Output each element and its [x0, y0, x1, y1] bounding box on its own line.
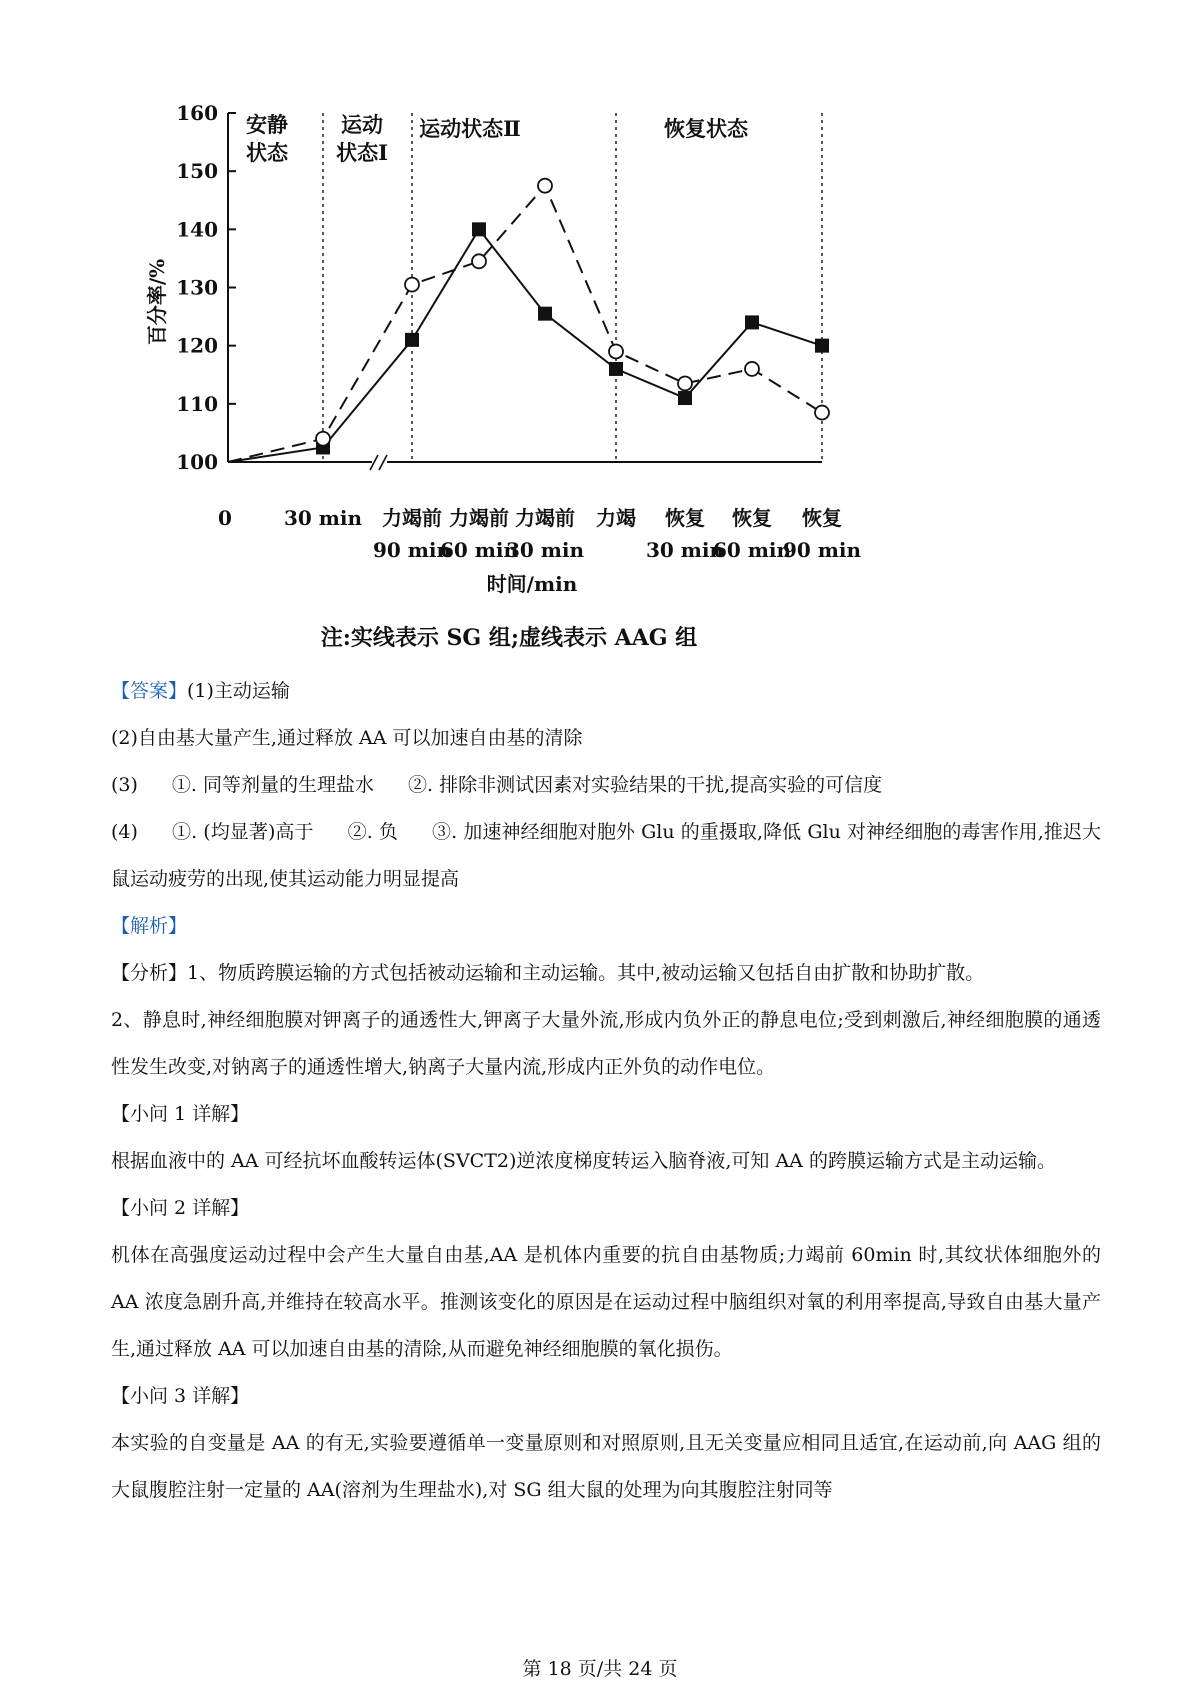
axis-break-mark	[379, 455, 387, 470]
answer-q3-b: ②. 排除非测试因素对实验结果的干扰,提高实验的可信度	[408, 774, 883, 796]
sub-question-1-heading: 【小问 1 详解】	[111, 1103, 250, 1125]
region-label: 状态	[246, 140, 288, 165]
answer-q2: (2)自由基大量产生,通过释放 AA 可以加速自由基的清除	[111, 727, 583, 749]
analysis-paragraph-1: 【分析】1、物质跨膜运输的方式包括被动运输和主动运输。其中,被动运输又包括自由扩散和协助扩散。	[111, 962, 985, 984]
region-label: 运动状态Ⅱ	[419, 116, 521, 141]
region-label: 安静	[246, 112, 288, 137]
data-point-square	[745, 315, 759, 329]
y-tick-label: 160	[176, 101, 218, 125]
x-tick-label-line2: 60 min	[439, 538, 519, 562]
x-tick-label: 恢复	[802, 506, 842, 530]
x-tick-label-line2: 30 min	[645, 538, 725, 562]
y-tick-label: 100	[176, 450, 218, 474]
x-tick-label: 力竭前	[382, 506, 442, 530]
data-point-square	[815, 339, 829, 353]
answer-q1: (1)主动运输	[187, 680, 290, 702]
series-line-1	[228, 229, 822, 462]
answer-q4-a: ①. (均显著)高于	[171, 821, 314, 843]
series-lines	[228, 186, 822, 462]
line-chart	[0, 0, 1200, 680]
x-tick-label: 力竭前	[515, 506, 575, 530]
answer-line-1	[111, 668, 1101, 715]
data-point-square	[538, 307, 552, 321]
sub-question-3-detail: 本实验的自变量是 AA 的有无,实验要遵循单一变量原则和对照原则,且无关变量应相同且适宜,在运动前,向 AAG 组的大鼠腹腔注射一定量的 AA(溶剂为生理盐水),对 SG 组大鼠的处理为向其腹腔注射同等	[111, 1432, 1101, 1501]
data-point-square	[472, 222, 486, 236]
data-point-circle	[538, 179, 552, 193]
y-tick-label: 150	[176, 159, 218, 184]
data-point-circle	[316, 432, 330, 446]
sub-question-3-heading: 【小问 3 详解】	[111, 1385, 250, 1407]
region-separators	[323, 113, 616, 462]
x-axis-label: 时间/min	[486, 572, 578, 596]
analysis-paragraph-2: 2、静息时,神经细胞膜对钾离子的通透性大,钾离子大量外流,形成内负外正的静息电位;受到刺激后,神经细胞膜的通透性发生改变,对钠离子的通透性增大,钠离子大量内流,形成内正外负的动作电位。	[111, 1009, 1101, 1078]
region-labels	[246, 112, 749, 165]
answer-line-4	[111, 809, 1101, 903]
chart-note: 注:实线表示 SG 组;虚线表示 AAG 组	[320, 625, 698, 651]
answer-q4-c: ③. 加速神经细胞对胞外 Glu 的重摄取,降低 Glu 对神经细胞的毒害作用,推迟大鼠运动疲劳的出现,使其运动能力明显提高	[111, 821, 1101, 890]
sub-question-2-heading: 【小问 2 详解】	[111, 1197, 250, 1219]
region-label: 状态Ⅰ	[336, 140, 388, 165]
answer-q3-number: (3)	[111, 774, 138, 796]
x-tick-label-line2: 90 min	[372, 538, 452, 562]
y-tick-label: 130	[176, 275, 218, 300]
data-point-square	[678, 391, 692, 405]
region-label: 运动	[341, 112, 383, 137]
x-tick-labels	[218, 506, 861, 562]
answer-line-3	[111, 762, 1101, 809]
x-tick-label-line2: 60 min	[712, 538, 792, 562]
y-tick-labels	[176, 101, 218, 474]
x-tick-label: 0	[218, 506, 232, 530]
data-point-circle	[815, 406, 829, 420]
answer-line-2	[111, 715, 1101, 762]
answer-q4-number: (4)	[111, 821, 138, 843]
data-point-square	[609, 362, 623, 376]
data-point-square	[405, 333, 419, 347]
data-point-circle	[745, 362, 759, 376]
data-point-circle	[609, 344, 623, 358]
x-tick-label-line2: 90 min	[782, 538, 862, 562]
y-tick-label: 120	[176, 333, 218, 358]
answer-q4-b: ②. 负	[347, 821, 398, 843]
answer-q3-a: ①. 同等剂量的生理盐水	[171, 774, 375, 796]
sub-question-1-detail: 根据血液中的 AA 可经抗坏血酸转运体(SVCT2)逆浓度梯度转运入脑脊液,可知 AA 的跨膜运输方式是主动运输。	[111, 1150, 1056, 1172]
x-tick-label: 力竭	[596, 506, 636, 530]
analysis-label: 【解析】	[111, 915, 188, 937]
y-tick-label: 140	[176, 217, 218, 242]
x-tick-label: 恢复	[732, 506, 772, 530]
chart-axes	[228, 113, 822, 470]
series-line-2	[228, 186, 822, 462]
y-tick-label: 110	[176, 391, 218, 416]
answer-label: 【答案】	[111, 680, 188, 702]
x-tick-label: 30 min	[283, 506, 363, 530]
x-tick-label-line2: 30 min	[505, 538, 585, 562]
region-label: 恢复状态	[664, 116, 748, 141]
answer-and-analysis	[111, 668, 1101, 1514]
series-markers	[316, 179, 829, 455]
y-axis-label: 百分率/%	[145, 258, 169, 346]
x-tick-label: 力竭前	[449, 506, 509, 530]
x-tick-label: 恢复	[665, 506, 705, 530]
data-point-circle	[405, 278, 419, 292]
page-footer: 第 18 页/共 24 页	[522, 1658, 678, 1680]
data-point-circle	[678, 376, 692, 390]
data-point-circle	[472, 254, 486, 268]
sub-question-2-detail: 机体在高强度运动过程中会产生大量自由基,AA 是机体内重要的抗自由基物质;力竭前 60min 时,其纹状体细胞外的 AA 浓度急剧升高,并维持在较高水平。推测该变化的原因是在运动过程中脑组织对氧的利用率提高,导致自由基大量产生,通过释放 AA 可以加速自由基的清除,从而避免神经细胞膜的氧化损伤。	[111, 1244, 1101, 1360]
